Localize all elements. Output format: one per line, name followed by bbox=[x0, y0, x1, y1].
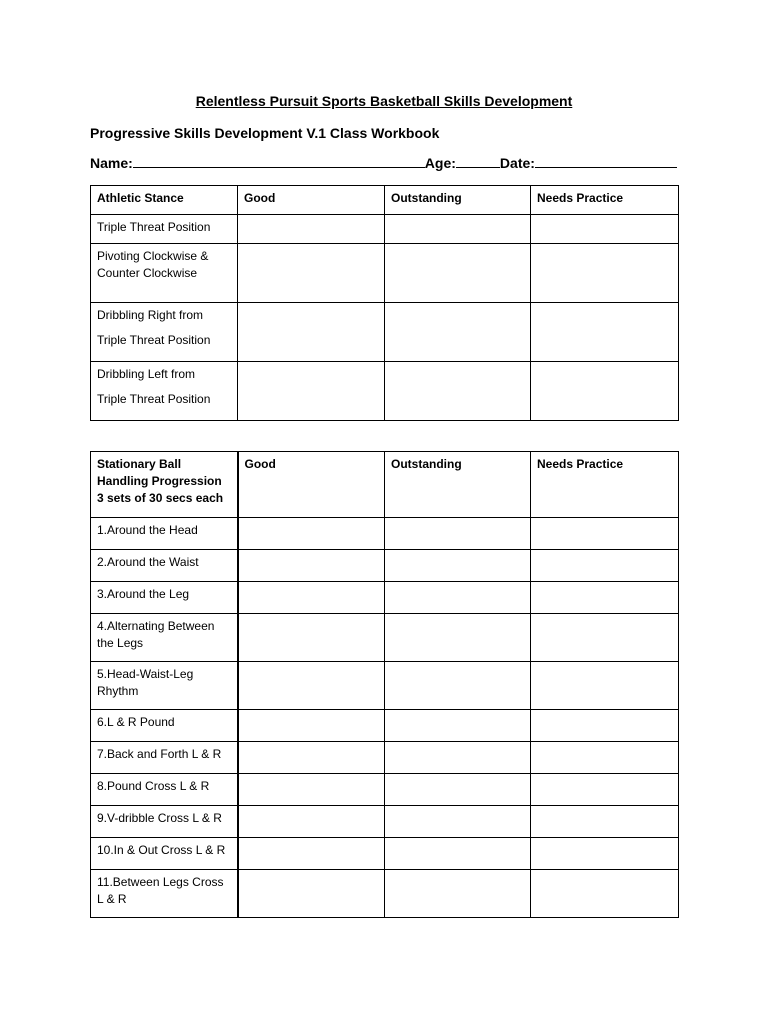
header-line: Stationary Ball bbox=[97, 457, 182, 471]
workbook-subtitle: Progressive Skills Development V.1 Class Workbook bbox=[90, 125, 440, 141]
page-title: Relentless Pursuit Sports Basketball Skills Development bbox=[195, 93, 573, 109]
outstanding-cell[interactable] bbox=[385, 806, 531, 838]
outstanding-cell[interactable] bbox=[385, 838, 531, 870]
skill-label-continued: Triple Threat Position bbox=[97, 392, 211, 406]
good-cell[interactable] bbox=[238, 774, 385, 806]
header-line: Handling Progression bbox=[97, 474, 222, 488]
column-header-outstanding: Outstanding bbox=[385, 452, 531, 518]
table-row bbox=[91, 244, 679, 303]
outstanding-cell[interactable] bbox=[385, 215, 531, 244]
drill-cell bbox=[91, 806, 238, 838]
column-header-outstanding: Outstanding bbox=[385, 186, 531, 215]
needs-practice-cell[interactable] bbox=[531, 838, 679, 870]
needs-practice-cell[interactable] bbox=[531, 244, 679, 303]
drill-label-continued: the Legs bbox=[97, 636, 144, 650]
column-header-needs-practice: Needs Practice bbox=[531, 186, 679, 215]
good-cell[interactable] bbox=[238, 215, 385, 244]
drill-label: 8.Pound Cross L & R bbox=[97, 779, 210, 793]
needs-practice-cell[interactable] bbox=[531, 362, 679, 421]
drill-cell bbox=[91, 518, 238, 550]
skill-cell bbox=[91, 215, 238, 244]
table-row bbox=[91, 582, 679, 614]
good-cell[interactable] bbox=[238, 710, 385, 742]
outstanding-cell[interactable] bbox=[385, 550, 531, 582]
outstanding-cell[interactable] bbox=[385, 244, 531, 303]
drill-label: 5.Head-Waist-Leg bbox=[97, 667, 194, 681]
outstanding-cell[interactable] bbox=[385, 662, 531, 710]
skill-label: Dribbling Left from bbox=[97, 367, 196, 381]
skill-cell bbox=[91, 244, 238, 303]
table-header-row bbox=[91, 186, 679, 215]
needs-practice-cell[interactable] bbox=[531, 710, 679, 742]
drill-label: 3.Around the Leg bbox=[97, 587, 190, 601]
needs-practice-cell[interactable] bbox=[531, 303, 679, 362]
good-cell[interactable] bbox=[238, 870, 385, 918]
table-row bbox=[91, 362, 679, 421]
drill-label: 10.In & Out Cross L & R bbox=[97, 843, 226, 857]
drill-cell bbox=[91, 662, 238, 710]
drill-cell bbox=[91, 774, 238, 806]
skill-label: Triple Threat Position bbox=[97, 220, 211, 234]
outstanding-cell[interactable] bbox=[385, 774, 531, 806]
table-row bbox=[91, 710, 679, 742]
good-cell[interactable] bbox=[238, 303, 385, 362]
table-row bbox=[91, 550, 679, 582]
table-row bbox=[91, 662, 679, 710]
needs-practice-cell[interactable] bbox=[531, 614, 679, 662]
needs-practice-cell[interactable] bbox=[531, 870, 679, 918]
outstanding-cell[interactable] bbox=[385, 518, 531, 550]
good-cell[interactable] bbox=[238, 582, 385, 614]
needs-practice-cell[interactable] bbox=[531, 806, 679, 838]
athletic-stance-table bbox=[90, 185, 679, 421]
outstanding-cell[interactable] bbox=[385, 303, 531, 362]
drill-label: 7.Back and Forth L & R bbox=[97, 747, 222, 761]
column-header-good: Good bbox=[238, 452, 385, 518]
outstanding-cell[interactable] bbox=[385, 742, 531, 774]
drill-label: 9.V-dribble Cross L & R bbox=[97, 811, 222, 825]
skill-label-continued: Triple Threat Position bbox=[97, 333, 211, 347]
ball-handling-table bbox=[90, 451, 679, 918]
header-line: 3 sets of 30 secs each bbox=[97, 491, 224, 505]
date-label: Date: bbox=[499, 155, 535, 171]
good-cell[interactable] bbox=[238, 742, 385, 774]
good-cell[interactable] bbox=[238, 806, 385, 838]
drill-label: 1.Around the Head bbox=[97, 523, 198, 537]
table-row bbox=[91, 806, 679, 838]
drill-cell bbox=[91, 838, 238, 870]
column-header-stationary-ball-handling bbox=[91, 452, 238, 518]
drill-label-continued: Rhythm bbox=[97, 684, 139, 698]
good-cell[interactable] bbox=[238, 550, 385, 582]
name-label: Name: bbox=[90, 155, 133, 171]
outstanding-cell[interactable] bbox=[385, 710, 531, 742]
table-row bbox=[91, 742, 679, 774]
outstanding-cell[interactable] bbox=[385, 362, 531, 421]
table-row bbox=[91, 518, 679, 550]
drill-cell bbox=[91, 550, 238, 582]
needs-practice-cell[interactable] bbox=[531, 774, 679, 806]
column-header-athletic-stance: Athletic Stance bbox=[91, 186, 238, 215]
outstanding-cell[interactable] bbox=[385, 870, 531, 918]
outstanding-cell[interactable] bbox=[385, 614, 531, 662]
good-cell[interactable] bbox=[238, 244, 385, 303]
table-row bbox=[91, 215, 679, 244]
needs-practice-cell[interactable] bbox=[531, 662, 679, 710]
skill-cell bbox=[91, 303, 238, 362]
drill-cell bbox=[91, 710, 238, 742]
table-row bbox=[91, 870, 679, 918]
good-cell[interactable] bbox=[238, 838, 385, 870]
needs-practice-cell[interactable] bbox=[531, 518, 679, 550]
good-cell[interactable] bbox=[238, 614, 385, 662]
student-info-line bbox=[90, 155, 677, 171]
age-blank[interactable] bbox=[456, 155, 500, 168]
age-label: Age: bbox=[424, 155, 456, 171]
drill-label-continued: L & R bbox=[97, 892, 127, 906]
table-row bbox=[91, 614, 679, 662]
table-row bbox=[91, 303, 679, 362]
drill-label: 11.Between Legs Cross bbox=[97, 875, 224, 889]
table-row bbox=[91, 774, 679, 806]
column-header-needs-practice: Needs Practice bbox=[531, 452, 679, 518]
drill-cell bbox=[91, 870, 238, 918]
date-blank[interactable] bbox=[535, 155, 677, 168]
good-cell[interactable] bbox=[238, 362, 385, 421]
drill-label: 6.L & R Pound bbox=[97, 715, 175, 729]
table-header-row bbox=[91, 452, 679, 518]
needs-practice-cell[interactable] bbox=[531, 550, 679, 582]
skill-label: Dribbling Right from bbox=[97, 308, 204, 322]
skill-label: Pivoting Clockwise & bbox=[97, 249, 209, 263]
good-cell[interactable] bbox=[238, 662, 385, 710]
outstanding-cell[interactable] bbox=[385, 582, 531, 614]
drill-cell bbox=[91, 582, 238, 614]
skill-cell bbox=[91, 362, 238, 421]
drill-label: 2.Around the Waist bbox=[97, 555, 199, 569]
good-cell[interactable] bbox=[238, 518, 385, 550]
drill-cell bbox=[91, 742, 238, 774]
name-blank[interactable] bbox=[133, 155, 425, 168]
needs-practice-cell[interactable] bbox=[531, 215, 679, 244]
drill-cell bbox=[91, 614, 238, 662]
skill-label-continued: Counter Clockwise bbox=[97, 266, 198, 280]
table-row bbox=[91, 838, 679, 870]
drill-label: 4.Alternating Between bbox=[97, 619, 215, 633]
column-header-good: Good bbox=[238, 186, 385, 215]
needs-practice-cell[interactable] bbox=[531, 582, 679, 614]
needs-practice-cell[interactable] bbox=[531, 742, 679, 774]
